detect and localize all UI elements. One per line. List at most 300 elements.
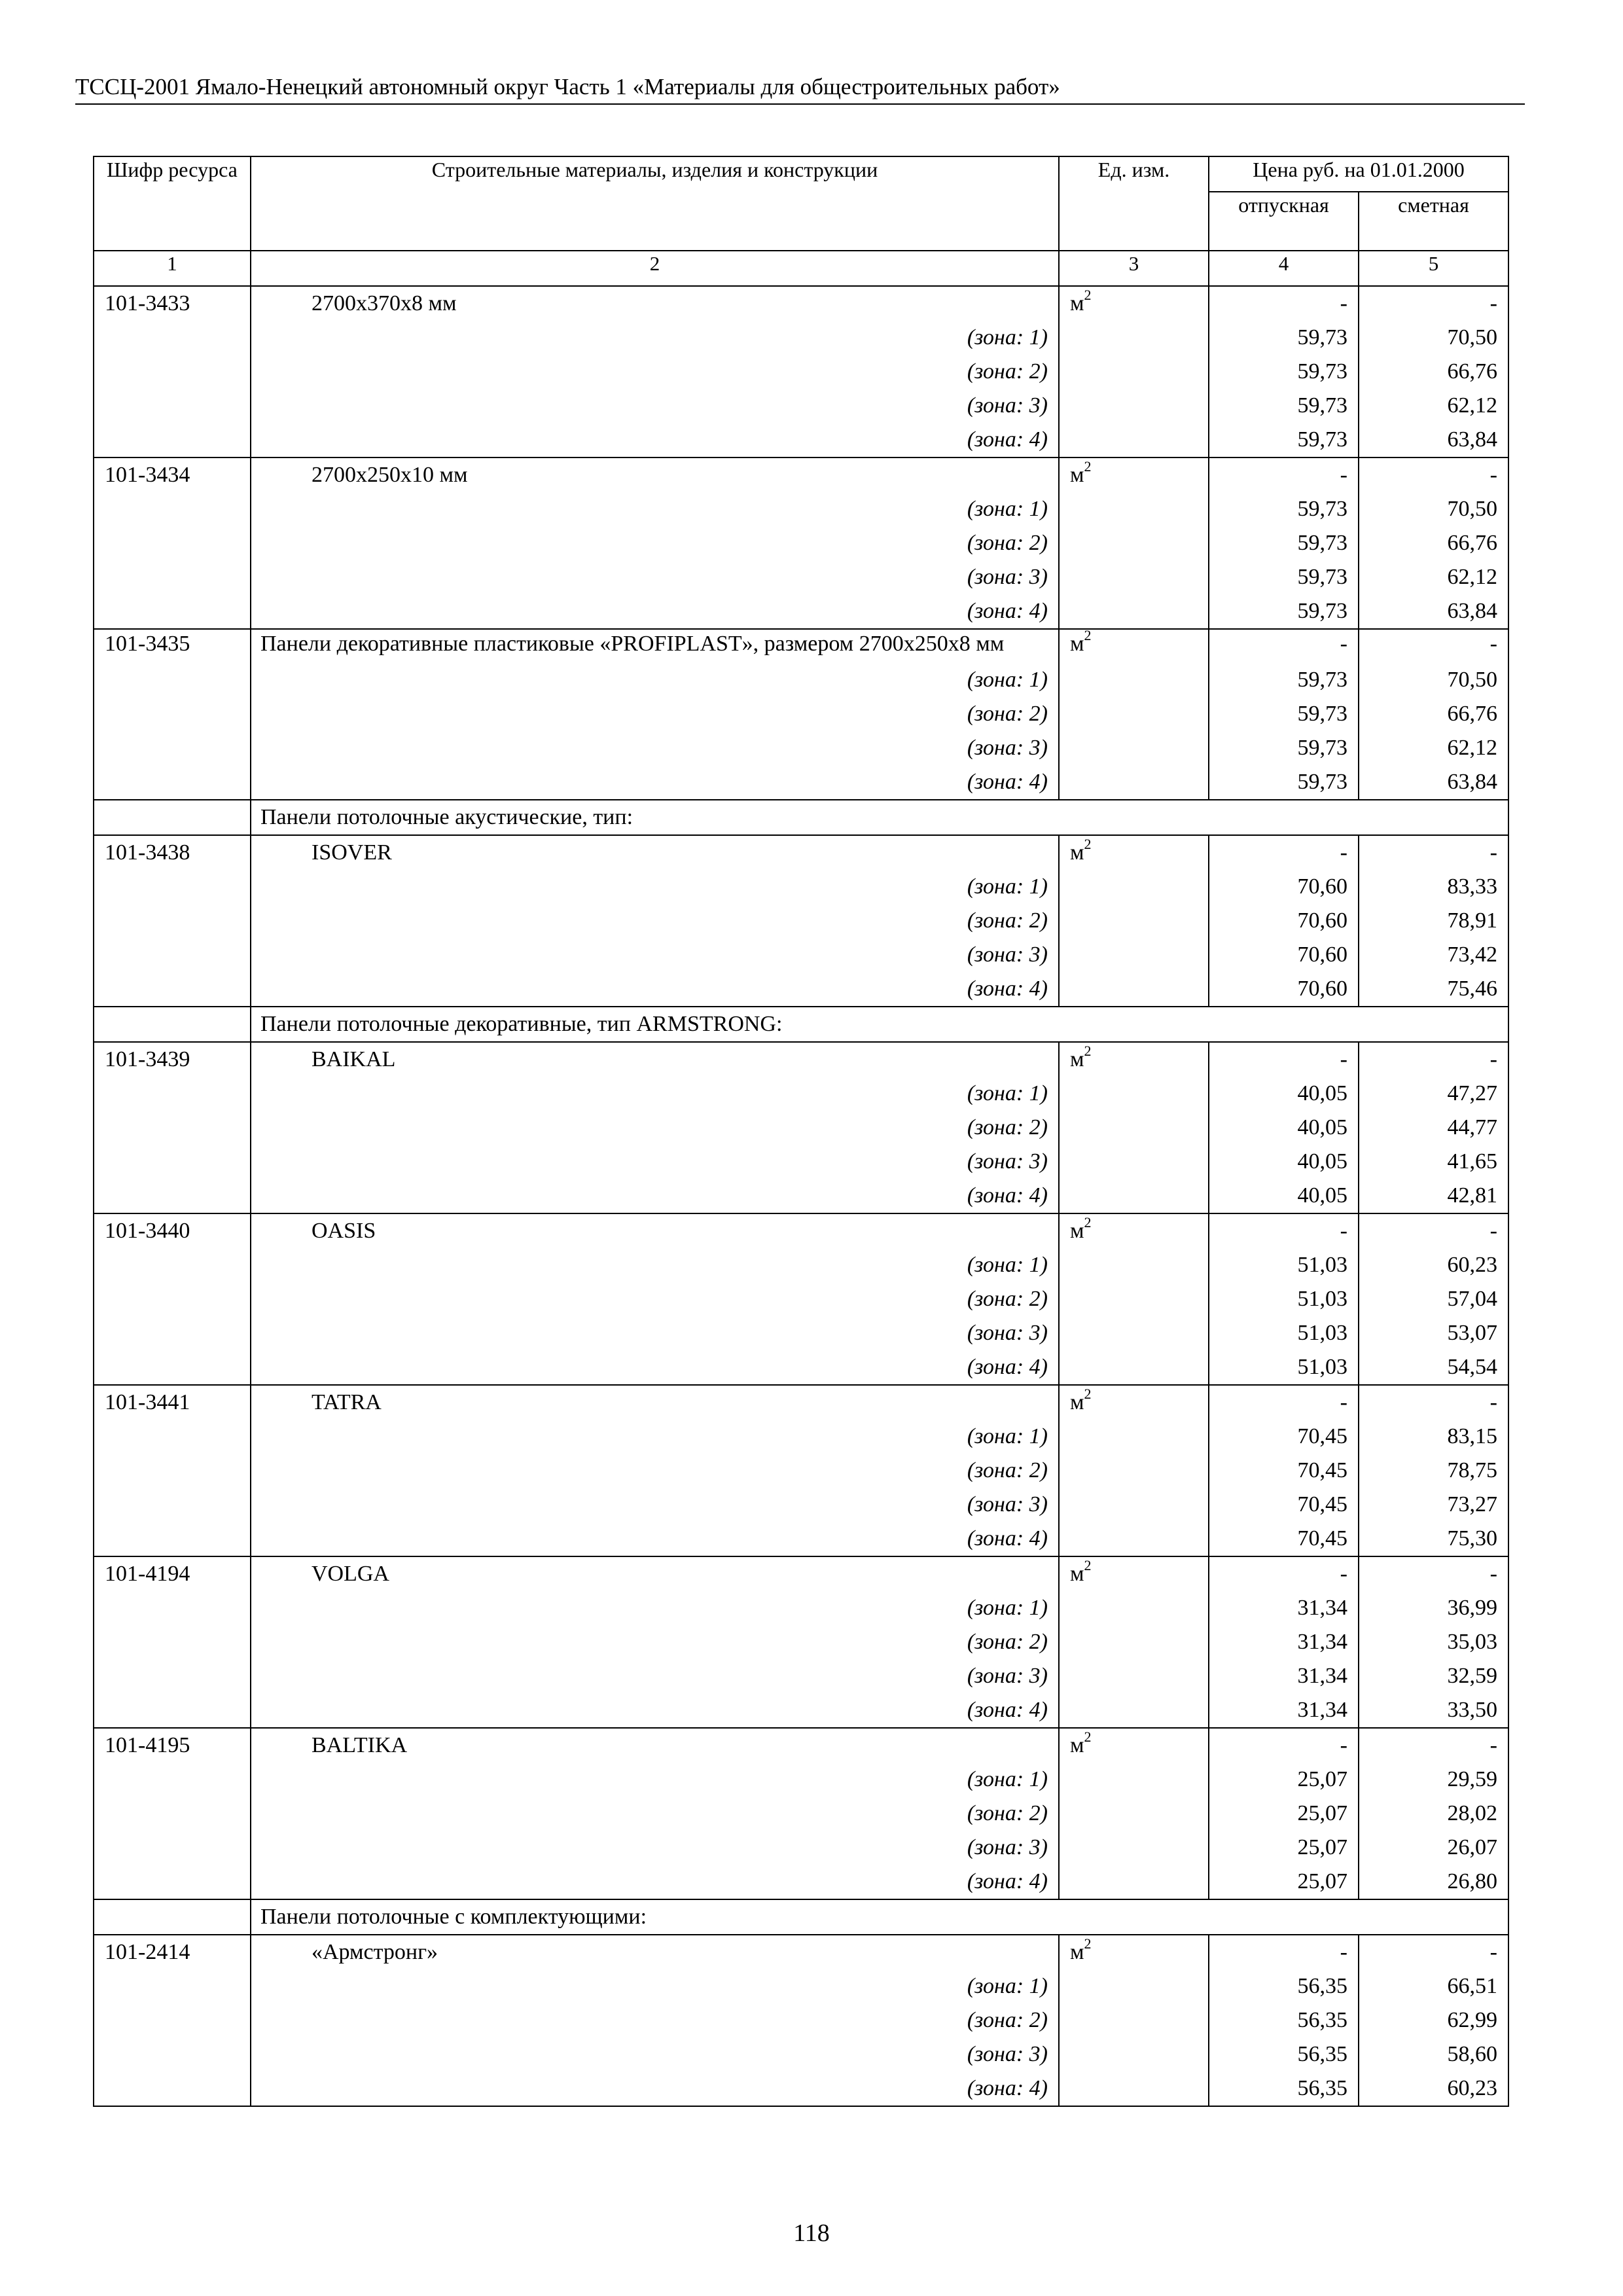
zone-code-cell xyxy=(94,1248,251,1282)
unit-cell xyxy=(1059,1935,1209,1969)
zone-code-cell xyxy=(94,870,251,904)
price-release-value: 59,73 xyxy=(1209,697,1359,731)
zone-label: (зона: 4) xyxy=(251,1693,1059,1728)
zone-row xyxy=(94,1248,1508,1282)
section-code-cell xyxy=(94,1007,251,1042)
zone-code-cell xyxy=(94,1797,251,1831)
zone-unit-cell xyxy=(1059,2037,1209,2072)
zone-unit-cell xyxy=(1059,1316,1209,1350)
zone-row xyxy=(94,1454,1508,1488)
zone-unit-cell xyxy=(1059,663,1209,697)
zone-unit-cell xyxy=(1059,904,1209,938)
zone-code-cell xyxy=(94,697,251,731)
table-row xyxy=(94,286,1508,321)
price-estimate-value: 60,23 xyxy=(1359,1248,1508,1282)
table-row xyxy=(94,1556,1508,1591)
zone-row xyxy=(94,731,1508,765)
zone-code-cell xyxy=(94,1969,251,2003)
zone-row xyxy=(94,321,1508,355)
zone-code-cell xyxy=(94,492,251,526)
zone-unit-cell xyxy=(1059,355,1209,389)
unit-label: м xyxy=(1070,840,1084,865)
section-title: Панели потолочные с комплектующими: xyxy=(251,1899,1508,1935)
price-estimate-value: - xyxy=(1359,286,1508,321)
price-estimate-value: 66,76 xyxy=(1359,526,1508,560)
price-estimate-value: 83,33 xyxy=(1359,870,1508,904)
price-release-value: - xyxy=(1209,1556,1359,1591)
unit-cell xyxy=(1059,1556,1209,1591)
col-header-price-release: отпускная xyxy=(1209,192,1359,251)
zone-code-cell xyxy=(94,594,251,629)
zone-unit-cell xyxy=(1059,1625,1209,1659)
zone-code-cell xyxy=(94,1625,251,1659)
zone-code-cell xyxy=(94,1591,251,1625)
zone-unit-cell xyxy=(1059,526,1209,560)
col-header-unit: Ед. изм. xyxy=(1059,156,1209,251)
zone-unit-cell xyxy=(1059,1659,1209,1693)
zone-row xyxy=(94,904,1508,938)
zone-row xyxy=(94,870,1508,904)
zone-unit-cell xyxy=(1059,492,1209,526)
price-estimate-value: - xyxy=(1359,629,1508,663)
zone-code-cell xyxy=(94,765,251,800)
zone-code-cell xyxy=(94,904,251,938)
zone-row xyxy=(94,663,1508,697)
resource-code: 101-3441 xyxy=(94,1385,251,1420)
zone-unit-cell xyxy=(1059,1488,1209,1522)
zone-label: (зона: 1) xyxy=(251,321,1059,355)
price-estimate-value: 26,07 xyxy=(1359,1831,1508,1865)
price-estimate-value: 63,84 xyxy=(1359,765,1508,800)
zone-unit-cell xyxy=(1059,1693,1209,1728)
price-estimate-value: - xyxy=(1359,1042,1508,1077)
price-release-value: 59,73 xyxy=(1209,560,1359,594)
zone-unit-cell xyxy=(1059,423,1209,457)
zone-row xyxy=(94,1077,1508,1111)
price-release-value: 51,03 xyxy=(1209,1316,1359,1350)
unit-power: 2 xyxy=(1084,1556,1092,1573)
zone-row xyxy=(94,1865,1508,1899)
zone-unit-cell xyxy=(1059,1282,1209,1316)
price-release-value: 70,45 xyxy=(1209,1488,1359,1522)
price-release-value: 31,34 xyxy=(1209,1693,1359,1728)
unit-label: м xyxy=(1070,291,1084,315)
unit-cell xyxy=(1059,835,1209,870)
price-release-value: 25,07 xyxy=(1209,1797,1359,1831)
price-release-value: 40,05 xyxy=(1209,1077,1359,1111)
price-table xyxy=(93,156,1509,2107)
zone-label: (зона: 2) xyxy=(251,697,1059,731)
zone-label: (зона: 1) xyxy=(251,1969,1059,2003)
price-estimate-value: 62,12 xyxy=(1359,560,1508,594)
col-header-price-estimate: сметная xyxy=(1359,192,1508,251)
zone-label: (зона: 4) xyxy=(251,1179,1059,1213)
zone-code-cell xyxy=(94,2003,251,2037)
price-release-value: 59,73 xyxy=(1209,321,1359,355)
zone-code-cell xyxy=(94,1763,251,1797)
col-number: 5 xyxy=(1359,251,1508,286)
price-estimate-value: 66,76 xyxy=(1359,355,1508,389)
zone-row xyxy=(94,765,1508,800)
unit-power: 2 xyxy=(1084,1042,1092,1059)
price-release-value: 25,07 xyxy=(1209,1763,1359,1797)
resource-code: 101-3439 xyxy=(94,1042,251,1077)
zone-unit-cell xyxy=(1059,2072,1209,2106)
resource-code: 101-4195 xyxy=(94,1728,251,1763)
resource-name: Панели декоративные пластиковые «PROFIPLAST», размером 2700х250х8 мм xyxy=(251,629,1059,663)
zone-label: (зона: 3) xyxy=(251,1145,1059,1179)
col-number: 3 xyxy=(1059,251,1209,286)
price-release-value: 59,73 xyxy=(1209,731,1359,765)
price-estimate-value: - xyxy=(1359,1935,1508,1969)
zone-code-cell xyxy=(94,972,251,1007)
unit-cell xyxy=(1059,457,1209,492)
zone-code-cell xyxy=(94,389,251,423)
zone-label: (зона: 3) xyxy=(251,938,1059,972)
zone-code-cell xyxy=(94,1145,251,1179)
price-estimate-value: 78,75 xyxy=(1359,1454,1508,1488)
table-row xyxy=(94,1213,1508,1248)
price-release-value: 70,45 xyxy=(1209,1522,1359,1556)
zone-label: (зона: 2) xyxy=(251,1625,1059,1659)
col-number: 2 xyxy=(251,251,1059,286)
zone-label: (зона: 1) xyxy=(251,1077,1059,1111)
zone-code-cell xyxy=(94,1659,251,1693)
zone-unit-cell xyxy=(1059,1248,1209,1282)
zone-unit-cell xyxy=(1059,1179,1209,1213)
price-release-value: 59,73 xyxy=(1209,594,1359,629)
col-header-name: Строительные материалы, изделия и конструкции xyxy=(251,156,1059,251)
running-header: ТССЦ-2001 Ямало-Ненецкий автономный округ Часть 1 «Материалы для общестроительных работ» xyxy=(75,72,1525,105)
price-estimate-value: 66,76 xyxy=(1359,697,1508,731)
zone-label: (зона: 3) xyxy=(251,731,1059,765)
zone-unit-cell xyxy=(1059,1763,1209,1797)
unit-label: м xyxy=(1070,463,1084,487)
resource-name: ISOVER xyxy=(251,835,1059,870)
zone-code-cell xyxy=(94,1488,251,1522)
zone-row xyxy=(94,492,1508,526)
price-estimate-value: - xyxy=(1359,835,1508,870)
zone-row xyxy=(94,1693,1508,1728)
resource-name: OASIS xyxy=(251,1213,1059,1248)
unit-cell xyxy=(1059,286,1209,321)
section-title: Панели потолочные декоративные, тип ARMSTRONG: xyxy=(251,1007,1508,1042)
price-estimate-value: - xyxy=(1359,457,1508,492)
zone-unit-cell xyxy=(1059,560,1209,594)
zone-unit-cell xyxy=(1059,321,1209,355)
zone-code-cell xyxy=(94,560,251,594)
zone-label: (зона: 2) xyxy=(251,526,1059,560)
zone-row xyxy=(94,1145,1508,1179)
price-estimate-value: 66,51 xyxy=(1359,1969,1508,2003)
price-estimate-value: 33,50 xyxy=(1359,1693,1508,1728)
resource-code: 101-3434 xyxy=(94,457,251,492)
price-estimate-value: 47,27 xyxy=(1359,1077,1508,1111)
price-estimate-value: 70,50 xyxy=(1359,492,1508,526)
zone-label: (зона: 2) xyxy=(251,355,1059,389)
zone-code-cell xyxy=(94,526,251,560)
price-release-value: - xyxy=(1209,835,1359,870)
price-release-value: 56,35 xyxy=(1209,2072,1359,2106)
zone-row xyxy=(94,1591,1508,1625)
resource-name: 2700х370х8 мм xyxy=(251,286,1059,321)
zone-row xyxy=(94,972,1508,1007)
unit-label: м xyxy=(1070,632,1084,656)
zone-code-cell xyxy=(94,1693,251,1728)
col-header-price-group: Цена руб. на 01.01.2000 xyxy=(1209,156,1508,192)
unit-label: м xyxy=(1070,1562,1084,1586)
col-header-code: Шифр ресурса xyxy=(94,156,251,251)
unit-power: 2 xyxy=(1084,835,1092,852)
zone-code-cell xyxy=(94,1350,251,1385)
price-estimate-value: - xyxy=(1359,1213,1508,1248)
price-estimate-value: - xyxy=(1359,1728,1508,1763)
price-release-value: - xyxy=(1209,1042,1359,1077)
zone-row xyxy=(94,1350,1508,1385)
resource-code: 101-3435 xyxy=(94,629,251,663)
page-number: 118 xyxy=(793,2219,830,2247)
zone-label: (зона: 3) xyxy=(251,1316,1059,1350)
unit-cell xyxy=(1059,1728,1209,1763)
unit-power: 2 xyxy=(1084,1213,1092,1230)
table-body xyxy=(94,286,1508,2106)
resource-name: BAIKAL xyxy=(251,1042,1059,1077)
zone-code-cell xyxy=(94,2037,251,2072)
zone-unit-cell xyxy=(1059,1831,1209,1865)
zone-unit-cell xyxy=(1059,1865,1209,1899)
resource-name: BALTIKA xyxy=(251,1728,1059,1763)
price-release-value: 70,45 xyxy=(1209,1420,1359,1454)
zone-code-cell xyxy=(94,1522,251,1556)
price-release-value: - xyxy=(1209,1385,1359,1420)
unit-cell xyxy=(1059,1042,1209,1077)
resource-code: 101-3433 xyxy=(94,286,251,321)
price-release-value: - xyxy=(1209,629,1359,663)
zone-unit-cell xyxy=(1059,870,1209,904)
zone-label: (зона: 2) xyxy=(251,904,1059,938)
zone-code-cell xyxy=(94,355,251,389)
zone-label: (зона: 4) xyxy=(251,1865,1059,1899)
zone-row xyxy=(94,697,1508,731)
table-row xyxy=(94,835,1508,870)
zone-row xyxy=(94,526,1508,560)
zone-row xyxy=(94,938,1508,972)
zone-row xyxy=(94,1969,1508,2003)
unit-power: 2 xyxy=(1084,1385,1092,1402)
price-release-value: 40,05 xyxy=(1209,1145,1359,1179)
unit-label: м xyxy=(1070,1390,1084,1414)
resource-code: 101-3438 xyxy=(94,835,251,870)
zone-row xyxy=(94,1831,1508,1865)
zone-label: (зона: 2) xyxy=(251,1454,1059,1488)
price-estimate-value: 62,99 xyxy=(1359,2003,1508,2037)
price-release-value: - xyxy=(1209,1728,1359,1763)
zone-code-cell xyxy=(94,1865,251,1899)
zone-label: (зона: 1) xyxy=(251,870,1059,904)
zone-unit-cell xyxy=(1059,1111,1209,1145)
col-number: 4 xyxy=(1209,251,1359,286)
zone-label: (зона: 3) xyxy=(251,560,1059,594)
unit-cell xyxy=(1059,1213,1209,1248)
zone-label: (зона: 4) xyxy=(251,594,1059,629)
table-row xyxy=(94,1935,1508,1969)
unit-power: 2 xyxy=(1084,286,1092,303)
price-estimate-value: 36,99 xyxy=(1359,1591,1508,1625)
price-release-value: - xyxy=(1209,457,1359,492)
unit-power: 2 xyxy=(1084,457,1092,475)
price-release-value: 56,35 xyxy=(1209,2037,1359,2072)
zone-code-cell xyxy=(94,1420,251,1454)
price-estimate-value: 29,59 xyxy=(1359,1763,1508,1797)
price-estimate-value: - xyxy=(1359,1385,1508,1420)
zone-code-cell xyxy=(94,1282,251,1316)
section-row xyxy=(94,800,1508,835)
price-estimate-value: 62,12 xyxy=(1359,731,1508,765)
zone-row xyxy=(94,1179,1508,1213)
price-release-value: 31,34 xyxy=(1209,1659,1359,1693)
price-estimate-value: 75,30 xyxy=(1359,1522,1508,1556)
unit-label: м xyxy=(1070,1219,1084,1243)
price-release-value: 70,45 xyxy=(1209,1454,1359,1488)
col-number: 1 xyxy=(94,251,251,286)
zone-label: (зона: 4) xyxy=(251,972,1059,1007)
zone-unit-cell xyxy=(1059,1420,1209,1454)
zone-row xyxy=(94,1111,1508,1145)
zone-label: (зона: 2) xyxy=(251,2003,1059,2037)
price-estimate-value: 75,46 xyxy=(1359,972,1508,1007)
price-estimate-value: - xyxy=(1359,1556,1508,1591)
zone-unit-cell xyxy=(1059,972,1209,1007)
zone-unit-cell xyxy=(1059,1077,1209,1111)
price-release-value: 70,60 xyxy=(1209,870,1359,904)
zone-row xyxy=(94,1316,1508,1350)
table-row xyxy=(94,457,1508,492)
price-release-value: 56,35 xyxy=(1209,1969,1359,2003)
price-estimate-value: 41,65 xyxy=(1359,1145,1508,1179)
zone-label: (зона: 2) xyxy=(251,1797,1059,1831)
zone-label: (зона: 1) xyxy=(251,1420,1059,1454)
price-estimate-value: 57,04 xyxy=(1359,1282,1508,1316)
price-release-value: 59,73 xyxy=(1209,423,1359,457)
unit-label: м xyxy=(1070,1733,1084,1757)
zone-row xyxy=(94,355,1508,389)
zone-code-cell xyxy=(94,1179,251,1213)
price-estimate-value: 83,15 xyxy=(1359,1420,1508,1454)
resource-code: 101-4194 xyxy=(94,1556,251,1591)
price-release-value: - xyxy=(1209,286,1359,321)
zone-unit-cell xyxy=(1059,594,1209,629)
zone-row xyxy=(94,1282,1508,1316)
table-row xyxy=(94,1385,1508,1420)
zone-row xyxy=(94,423,1508,457)
zone-unit-cell xyxy=(1059,765,1209,800)
zone-code-cell xyxy=(94,423,251,457)
zone-row xyxy=(94,1659,1508,1693)
price-estimate-value: 63,84 xyxy=(1359,594,1508,629)
zone-code-cell xyxy=(94,1316,251,1350)
zone-label: (зона: 4) xyxy=(251,2072,1059,2106)
price-estimate-value: 54,54 xyxy=(1359,1350,1508,1385)
table-header xyxy=(94,156,1508,286)
price-estimate-value: 60,23 xyxy=(1359,2072,1508,2106)
zone-unit-cell xyxy=(1059,1350,1209,1385)
table-row xyxy=(94,1728,1508,1763)
resource-code: 101-2414 xyxy=(94,1935,251,1969)
zone-label: (зона: 2) xyxy=(251,1111,1059,1145)
zone-row xyxy=(94,1625,1508,1659)
price-release-value: 25,07 xyxy=(1209,1831,1359,1865)
price-release-value: 70,60 xyxy=(1209,972,1359,1007)
price-release-value: 31,34 xyxy=(1209,1591,1359,1625)
table-row xyxy=(94,629,1508,663)
zone-unit-cell xyxy=(1059,1797,1209,1831)
zone-row xyxy=(94,2072,1508,2106)
zone-label: (зона: 3) xyxy=(251,1488,1059,1522)
price-release-value: 51,03 xyxy=(1209,1282,1359,1316)
price-release-value: 70,60 xyxy=(1209,904,1359,938)
price-estimate-value: 70,50 xyxy=(1359,663,1508,697)
price-estimate-value: 32,59 xyxy=(1359,1659,1508,1693)
unit-label: м xyxy=(1070,1047,1084,1071)
price-estimate-value: 62,12 xyxy=(1359,389,1508,423)
zone-code-cell xyxy=(94,1077,251,1111)
zone-label: (зона: 3) xyxy=(251,1659,1059,1693)
zone-label: (зона: 4) xyxy=(251,1522,1059,1556)
zone-code-cell xyxy=(94,321,251,355)
price-release-value: 59,73 xyxy=(1209,663,1359,697)
zone-code-cell xyxy=(94,1831,251,1865)
zone-unit-cell xyxy=(1059,1591,1209,1625)
zone-label: (зона: 1) xyxy=(251,492,1059,526)
zone-unit-cell xyxy=(1059,1145,1209,1179)
section-row xyxy=(94,1007,1508,1042)
price-release-value: 59,73 xyxy=(1209,526,1359,560)
price-estimate-value: 42,81 xyxy=(1359,1179,1508,1213)
price-estimate-value: 28,02 xyxy=(1359,1797,1508,1831)
zone-code-cell xyxy=(94,938,251,972)
zone-code-cell xyxy=(94,1111,251,1145)
price-estimate-value: 73,42 xyxy=(1359,938,1508,972)
zone-row xyxy=(94,2003,1508,2037)
zone-label: (зона: 1) xyxy=(251,1591,1059,1625)
price-estimate-value: 78,91 xyxy=(1359,904,1508,938)
zone-row xyxy=(94,389,1508,423)
zone-row xyxy=(94,594,1508,629)
unit-cell xyxy=(1059,1385,1209,1420)
price-estimate-value: 53,07 xyxy=(1359,1316,1508,1350)
zone-label: (зона: 1) xyxy=(251,1248,1059,1282)
zone-label: (зона: 1) xyxy=(251,663,1059,697)
unit-power: 2 xyxy=(1084,1728,1092,1745)
price-release-value: 56,35 xyxy=(1209,2003,1359,2037)
price-estimate-value: 58,60 xyxy=(1359,2037,1508,2072)
price-release-value: 59,73 xyxy=(1209,355,1359,389)
zone-unit-cell xyxy=(1059,938,1209,972)
price-release-value: - xyxy=(1209,1935,1359,1969)
zone-label: (зона: 4) xyxy=(251,423,1059,457)
zone-code-cell xyxy=(94,1454,251,1488)
price-release-value: 59,73 xyxy=(1209,389,1359,423)
price-release-value: 59,73 xyxy=(1209,765,1359,800)
resource-name: «Армстронг» xyxy=(251,1935,1059,1969)
zone-unit-cell xyxy=(1059,1454,1209,1488)
price-release-value: 59,73 xyxy=(1209,492,1359,526)
zone-label: (зона: 1) xyxy=(251,1763,1059,1797)
zone-code-cell xyxy=(94,2072,251,2106)
unit-power: 2 xyxy=(1084,1935,1092,1952)
zone-unit-cell xyxy=(1059,731,1209,765)
zone-unit-cell xyxy=(1059,2003,1209,2037)
